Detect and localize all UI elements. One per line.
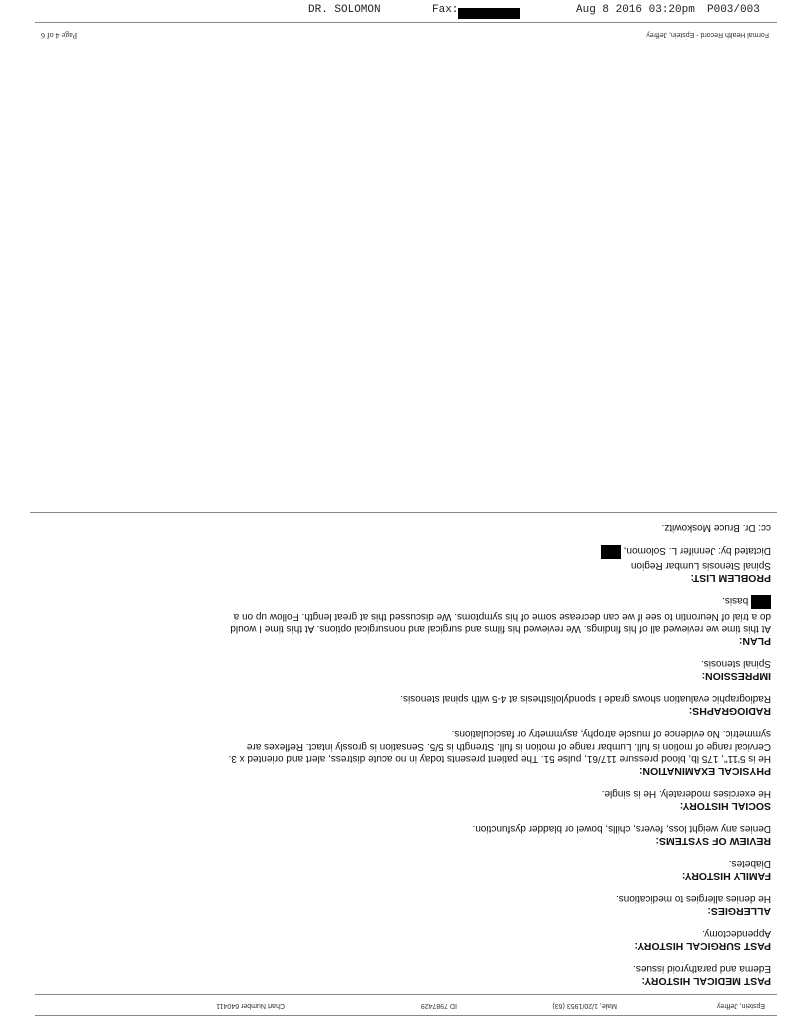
section-heading: SOCIAL HISTORY: xyxy=(679,800,771,812)
section-heading: PHYSICAL EXAMINATION: xyxy=(638,765,771,777)
section-heading: PROBLEM LIST: xyxy=(690,572,771,584)
section-text-line xyxy=(36,594,771,610)
section-text: Edema and parathyroid issues. xyxy=(633,963,771,975)
footer-page-number: Page 4 of 6 xyxy=(41,31,78,40)
section-text-line: do a trial of Neurontin to see if we can decrease some of his symptoms. We discussed this at great length. Follow up on a xyxy=(233,611,771,622)
dictated-by xyxy=(36,544,771,560)
section-physical-examination xyxy=(36,727,771,777)
page-footer xyxy=(35,22,777,53)
fax-label: Fax: xyxy=(432,4,459,16)
section-text: Diabetes. xyxy=(728,858,771,870)
cc-text: cc: Dr. Bruce Moskowitz. xyxy=(661,522,771,534)
patient-bar xyxy=(35,994,777,1016)
fax-datetime: Aug 8 2016 03:20pm xyxy=(576,4,695,16)
section-past-surgical-history xyxy=(36,927,771,952)
section-past-medical-history xyxy=(36,962,771,987)
record-body xyxy=(36,502,771,987)
section-heading: PAST SURGICAL HISTORY: xyxy=(634,940,771,952)
divider-rule xyxy=(30,512,777,513)
fax-header xyxy=(0,0,812,22)
section-problem-list xyxy=(36,544,771,585)
redaction-block xyxy=(601,545,621,559)
section-text: Denies any weight loss, fevers, chills, bowel or bladder dysfunction. xyxy=(472,823,771,835)
patient-name: Epstein, Jeffrey xyxy=(716,1002,765,1009)
section-heading: REVIEW OF SYSTEMS: xyxy=(655,835,771,847)
fax-page-number: P003/003 xyxy=(707,4,760,16)
section-plan xyxy=(36,594,771,647)
section-heading: ALLERGIES: xyxy=(707,905,771,917)
section-text-line: Cervical range of motion is full. Lumbar range of motion is full. Strength is 5/5. Sensation is grossly intact. Reflexes are xyxy=(246,741,771,752)
section-text: Spinal stenosis. xyxy=(700,658,771,670)
fax-sender: DR. SOLOMON xyxy=(308,4,381,16)
section-text-line: At this time we reviewed all of his findings. We reviewed his films and surgical and nonsurgical options. At this time I would xyxy=(230,623,771,635)
redaction-block xyxy=(751,596,771,610)
section-heading: PLAN: xyxy=(738,635,771,647)
scanned-page xyxy=(0,22,812,1035)
section-impression xyxy=(36,657,771,682)
footer-record-title: Formal Health Record - Epstein, Jeffrey xyxy=(646,31,769,38)
section-text-line: symmetric. No evidence of muscle atrophy, asymmetry or fasciculations. xyxy=(451,728,771,740)
plan-basis-text: basis. xyxy=(722,595,749,607)
section-heading: IMPRESSION: xyxy=(701,670,771,682)
fax-number xyxy=(432,4,458,16)
section-text: He denies allergies to medications. xyxy=(615,893,771,905)
section-family-history xyxy=(36,857,771,882)
section-heading: RADIOGRAPHS: xyxy=(688,705,771,717)
section-review-of-systems xyxy=(36,822,771,847)
section-text: He exercises moderately. He is single. xyxy=(601,788,771,800)
section-radiographs xyxy=(36,692,771,717)
section-cc xyxy=(36,512,771,534)
section-text-line: He is 5'11", 175 lb, blood pressure 117/61, pulse 51. The patient presents today in no acute distress, alert and oriented x 3. xyxy=(228,753,771,765)
section-heading: PAST MEDICAL HISTORY: xyxy=(641,975,771,987)
redaction-block xyxy=(458,8,520,19)
section-heading: FAMILY HISTORY: xyxy=(681,870,771,882)
chart-number: Chart Number 640411 xyxy=(216,1002,285,1009)
patient-id: ID 7987429 xyxy=(420,1002,457,1009)
patient-info: Male, 1/20/1953 (63) xyxy=(552,1002,617,1009)
section-text: Radiographic evaluation shows grade I spondylolisthesis at 4-5 with spinal stenosis. xyxy=(400,693,771,705)
section-text: Spinal Stenosis Lumbar Region xyxy=(630,560,771,572)
section-social-history xyxy=(36,787,771,812)
section-text: Appendectomy. xyxy=(702,928,771,940)
section-allergies xyxy=(36,892,771,917)
dictated-by-text: Dictated by: Jennifer L. Solomon, xyxy=(623,545,771,556)
